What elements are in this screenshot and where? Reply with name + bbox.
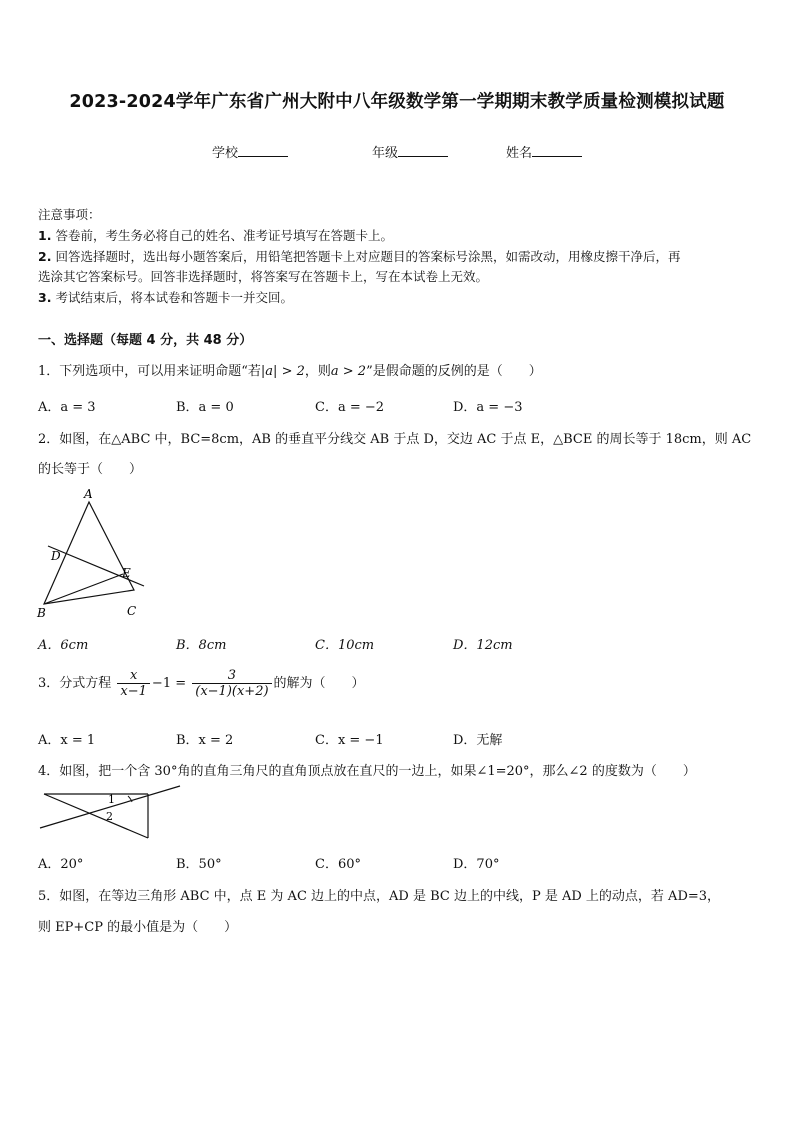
q1-option-d[interactable]: D．a = −3 xyxy=(453,400,523,415)
condition-expression: a > 2 xyxy=(330,364,367,379)
q2-option-b[interactable]: B．8cm xyxy=(176,638,227,653)
name-label: 姓名 xyxy=(506,146,533,161)
question-2-line-1: 2．如图，在△ABC 中，BC=8cm，AB 的垂直平分线交 AB 于点 D，交边 AC 于点 E，△BCE 的周长等于 18cm，则 AC xyxy=(38,432,752,447)
school-blank[interactable] xyxy=(238,144,288,157)
q3-option-a[interactable]: A．x = 1 xyxy=(38,733,96,748)
q2-option-c[interactable]: C．10cm xyxy=(315,638,375,653)
note-item: 2. 回答选择题时，选出每小题答案后，用铅笔把答题卡上对应题目的答案标号涂黑，如需改动，用橡皮擦干净后，再 xyxy=(38,249,681,264)
question-1: 1．下列选项中，可以用来证明命题“若|a| > 2，则a > 2”是假命题的反例的是（ ） xyxy=(38,364,542,379)
question-2-line-2: 的长等于（ ） xyxy=(38,462,143,477)
school-field[interactable] xyxy=(212,142,288,161)
q2-option-d[interactable]: D．12cm xyxy=(453,638,513,653)
q4-option-a[interactable]: A．20° xyxy=(38,857,84,872)
fraction-3-over-product: $\frac{3}{(x-1)(x+2)}$ xyxy=(192,668,271,699)
label-c: C xyxy=(127,604,137,618)
name-field[interactable] xyxy=(506,142,582,161)
label-b: B xyxy=(37,606,46,620)
label-a: A xyxy=(84,487,93,501)
angle-1-label: 1 xyxy=(108,793,115,806)
grade-blank[interactable] xyxy=(398,144,448,157)
note-item: 1. 答卷前，考生务必将自己的姓名、准考证号填写在答题卡上。 xyxy=(38,228,393,243)
question-5-line-2: 则 EP+CP 的最小值是为（ ） xyxy=(38,920,238,935)
note-item: 选涂其它答案标号。回答非选择题时，将答案写在答题卡上，写在本试卷上无效。 xyxy=(38,269,489,284)
page-title: 2023-2024学年广东省广州大附中八年级数学第一学期期末教学质量检测模拟试题 xyxy=(69,92,725,112)
q4-option-c[interactable]: C．60° xyxy=(315,857,361,872)
question-3: 3．分式方程 $\frac{x}{x-1}$ −1 = $\frac{3}{(x-1)(x+2)}$ 的解为（ ） xyxy=(38,668,365,699)
name-blank[interactable] xyxy=(532,144,582,157)
school-label: 学校 xyxy=(212,146,239,161)
q1-option-c[interactable]: C．a = −2 xyxy=(315,400,385,415)
q2-option-a[interactable]: A．6cm xyxy=(38,638,89,653)
notes-heading: 注意事项： xyxy=(38,207,101,222)
ruler-triangle-figure xyxy=(36,782,186,844)
note-item: 3. 考试结束后，将本试卷和答题卡一并交回。 xyxy=(38,290,293,305)
question-4: 4．如图，把一个含 30°角的直角三角尺的直角顶点放在直尺的一边上，如果∠1=20°，那么∠2 的度数为（ ） xyxy=(38,764,696,779)
q1-option-b[interactable]: B．a = 0 xyxy=(176,400,234,415)
q1-option-a[interactable]: A．a = 3 xyxy=(38,400,96,415)
q3-option-d[interactable]: D．无解 xyxy=(453,733,503,748)
section-heading: 一、选择题（每题 4 分，共 48 分） xyxy=(38,333,253,348)
grade-field[interactable] xyxy=(372,142,448,161)
q4-option-d[interactable]: D．70° xyxy=(453,857,500,872)
abs-expression: |a| > 2 xyxy=(260,364,305,379)
angle-2-label: 2 xyxy=(106,810,113,823)
fraction-x-over-x-minus-1: $\frac{x}{x-1}$ xyxy=(117,668,150,699)
q3-option-b[interactable]: B．x = 2 xyxy=(176,733,234,748)
label-e: E xyxy=(122,566,131,580)
label-d: D xyxy=(51,549,61,563)
grade-label: 年级 xyxy=(372,146,399,161)
q4-option-b[interactable]: B．50° xyxy=(176,857,222,872)
question-5-line-1: 5．如图，在等边三角形 ABC 中，点 E 为 AC 边上的中点，AD 是 BC 边上的中线，P 是 AD 上的动点，若 AD=3， xyxy=(38,889,721,904)
triangle-abc-figure xyxy=(34,486,154,621)
q3-option-c[interactable]: C．x = −1 xyxy=(315,733,384,748)
